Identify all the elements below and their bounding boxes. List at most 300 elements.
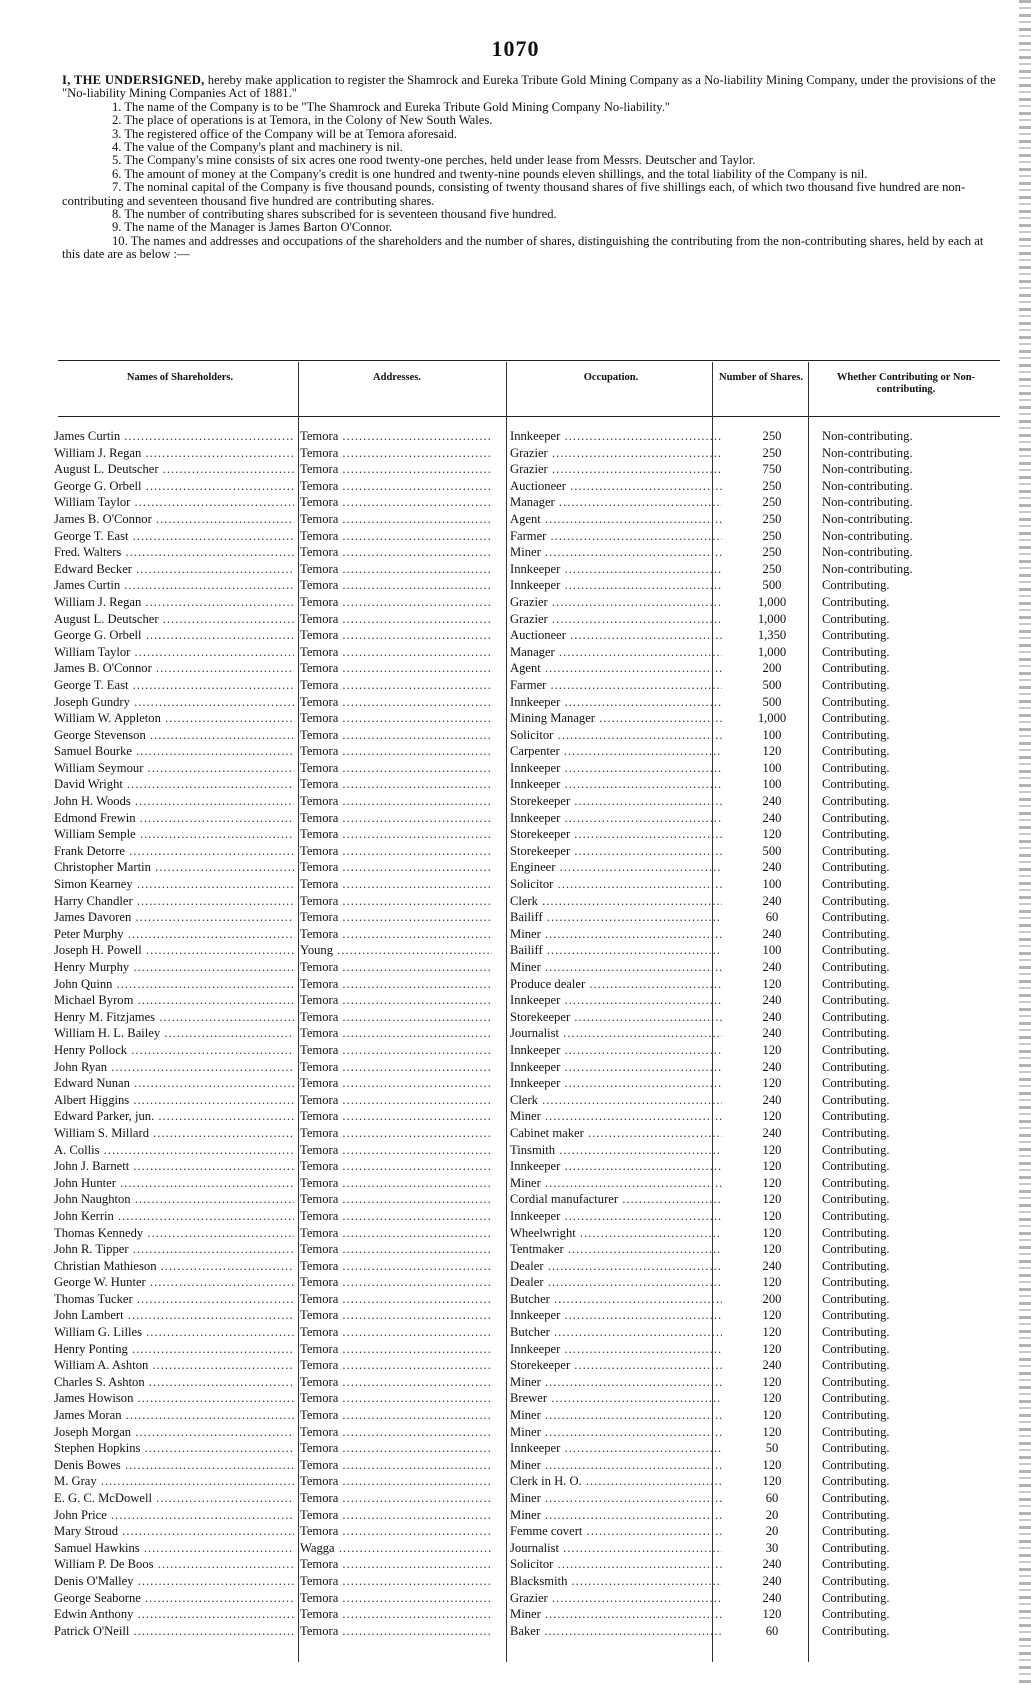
cell-name: William Semple ..... [54,826,294,843]
cell-address: Temora ..... [300,760,492,777]
cell-name: John Kerrin ..... [54,1208,294,1225]
cell-occupation: Innkeeper ..... [510,760,722,777]
cell-address: Temora ..... [300,1457,492,1474]
table-row [54,1490,1004,1507]
cell-address: Temora ..... [300,1606,492,1623]
cell-address: Temora ..... [300,1590,492,1607]
cell-name: Edwin Anthony ..... [54,1606,294,1623]
cell-address: Temora ..... [300,1009,492,1026]
cell-shares: 240 [762,1358,782,1373]
cell-name: Joseph H. Powell ..... [54,942,294,959]
table-row [54,561,1004,578]
cell-address: Temora ..... [300,1241,492,1258]
table-row [54,1424,1004,1441]
cell-contributing: Contributing. [822,960,890,974]
cell-address: Temora ..... [300,1556,492,1573]
cell-name: George G. Orbell ..... [54,478,294,495]
table-row [54,1009,1004,1026]
cell-occupation: Butcher ..... [510,1291,722,1308]
cell-name: William P. De Boos ..... [54,1556,294,1573]
cell-contributing: Contributing. [822,661,890,676]
cell-address: Temora ..... [300,677,492,694]
table-row [54,1341,1004,1358]
table-row [54,1590,1004,1607]
cell-shares: 240 [762,1590,782,1605]
header-shares: Number of Shares. [719,372,803,383]
intro-item: 1. The name of the Company is to be "The Shamrock and Eureka Tribute Gold Mining Company No-liability." [112,99,671,114]
table-row [54,1274,1004,1291]
cell-shares: 120 [762,1192,782,1207]
cell-name: William J. Regan ..... [54,445,294,462]
cell-contributing: Contributing. [822,877,890,892]
cell-address: Temora ..... [300,909,492,926]
cell-contributing: Contributing. [822,1059,890,1074]
table-row [54,826,1004,843]
cell-name: James Howison ..... [54,1390,294,1407]
cell-occupation: Dealer ..... [510,1258,722,1275]
cell-occupation: Butcher ..... [510,1324,722,1341]
cell-shares: 120 [762,1424,782,1439]
cell-address: Temora ..... [300,1374,492,1391]
intro-item: 4. The value of the Company's plant and machinery is nil. [112,140,403,155]
intro-lead [62,74,1002,101]
table-row [54,1092,1004,1109]
cell-contributing: Contributing. [822,1159,890,1174]
table-row [54,644,1004,661]
header-addresses: Addresses. [373,372,421,383]
cell-occupation: Brewer ..... [510,1390,722,1407]
cell-contributing: Contributing. [822,711,890,726]
cell-contributing: Contributing. [822,1524,890,1539]
cell-occupation: Miner ..... [510,926,722,943]
cell-address: Temora ..... [300,926,492,943]
cell-shares: 60 [765,910,779,925]
cell-shares: 60 [765,1491,779,1505]
cell-shares: 200 [762,661,782,676]
cell-contributing: Contributing. [822,860,890,875]
cell-occupation: Farmer ..... [510,677,722,694]
table-row [54,859,1004,876]
cell-shares: 120 [762,1408,782,1423]
cell-address: Temora ..... [300,1258,492,1275]
cell-shares: 1,000 [757,611,787,626]
cell-address: Temora ..... [300,1523,492,1540]
cell-shares: 240 [762,893,782,908]
cell-occupation: Clerk ..... [510,1092,722,1109]
cell-contributing: Non-contributing. [822,429,913,443]
cell-shares: 500 [762,677,782,692]
cell-name: William Taylor ..... [54,644,294,661]
cell-name: David Wright ..... [54,776,294,793]
cell-name: William Taylor ..... [54,494,294,511]
cell-name: George Seaborne ..... [54,1590,294,1607]
cell-address: Temora ..... [300,1025,492,1042]
cell-contributing: Contributing. [822,1557,890,1572]
cell-contributing: Contributing. [822,1291,890,1306]
cell-occupation: Miner ..... [510,1175,722,1192]
cell-address: Temora ..... [300,843,492,860]
cell-occupation: Innkeeper ..... [510,1042,722,1059]
cell-contributing: Contributing. [822,777,890,792]
cell-occupation: Grazier ..... [510,1590,722,1607]
table-row [54,810,1004,827]
cell-name: Christian Mathieson ..... [54,1258,294,1275]
cell-contributing: Contributing. [822,677,890,692]
cell-contributing: Contributing. [822,1341,890,1356]
table-row [54,1175,1004,1192]
cell-name: Samuel Bourke ..... [54,743,294,760]
cell-name: John R. Tipper ..... [54,1241,294,1258]
cell-address: Temora ..... [300,1623,492,1640]
cell-occupation: Carpenter ..... [510,743,722,760]
cell-shares: 240 [762,1009,782,1024]
table-row [54,710,1004,727]
cell-occupation: Produce dealer ..... [510,976,722,993]
cell-name: Frank Detorre ..... [54,843,294,860]
table-row [54,1407,1004,1424]
cell-name: James Moran ..... [54,1407,294,1424]
cell-name: George W. Hunter ..... [54,1274,294,1291]
cell-occupation: Innkeeper ..... [510,1208,722,1225]
table-row [54,1573,1004,1590]
cell-name: Thomas Tucker ..... [54,1291,294,1308]
cell-shares: 1,000 [757,594,787,609]
cell-occupation: Miner ..... [510,1606,722,1623]
table-row [54,1059,1004,1076]
cell-contributing: Contributing. [822,893,890,908]
cell-address: Young ..... [300,942,492,959]
table-row [54,428,1004,445]
cell-address: Temora ..... [300,644,492,661]
cell-shares: 250 [762,445,782,460]
cell-shares: 120 [762,1142,782,1157]
cell-occupation: Clerk ..... [510,893,722,910]
intro-item: 3. The registered office of the Company will be at Temora aforesaid. [112,126,457,141]
cell-contributing: Contributing. [822,1175,890,1190]
cell-name: Charles S. Ashton ..... [54,1374,294,1391]
cell-shares: 120 [762,827,782,842]
cell-contributing: Contributing. [822,694,890,709]
cell-occupation: Dealer ..... [510,1274,722,1291]
cell-name: Peter Murphy ..... [54,926,294,943]
cell-shares: 120 [762,1275,782,1290]
cell-occupation: Miner ..... [510,1407,722,1424]
cell-contributing: Contributing. [822,943,890,958]
cell-shares: 250 [762,528,782,543]
table-row [54,1108,1004,1125]
cell-shares: 120 [762,1175,782,1190]
cell-address: Temora ..... [300,1208,492,1225]
table-row [54,1191,1004,1208]
cell-contributing: Contributing. [822,810,890,825]
cell-address: Temora ..... [300,1108,492,1125]
cell-address: Temora ..... [300,1390,492,1407]
cell-shares: 50 [765,1441,779,1456]
cell-address: Temora ..... [300,660,492,677]
table-row [54,445,1004,462]
cell-address: Temora ..... [300,1092,492,1109]
cell-address: Temora ..... [300,1191,492,1208]
cell-name: August L. Deutscher ..... [54,461,294,478]
cell-shares: 100 [762,943,782,958]
cell-name: John Ryan ..... [54,1059,294,1076]
cell-contributing: Contributing. [822,1540,890,1555]
intro-item: 8. The number of contributing shares subscribed for is seventeen thousand five hundred. [112,207,557,222]
cell-name: John H. Woods ..... [54,793,294,810]
cell-shares: 120 [762,1308,782,1323]
cell-contributing: Non-contributing. [822,462,913,477]
cell-address: Temora ..... [300,826,492,843]
cell-contributing: Contributing. [822,1109,890,1124]
table-row [54,1142,1004,1159]
cell-contributing: Contributing. [822,993,890,1008]
table-row [54,1390,1004,1407]
cell-shares: 240 [762,926,782,941]
cell-address: Temora ..... [300,511,492,528]
cell-name: Edward Nunan ..... [54,1075,294,1092]
cell-contributing: Contributing. [822,1358,890,1373]
cell-occupation: Tentmaker ..... [510,1241,722,1258]
table-row [54,1357,1004,1374]
cell-address: Temora ..... [300,1324,492,1341]
intro-item: 9. The name of the Manager is James Barton O'Connor. [112,220,393,235]
cell-name: James Curtin ..... [54,577,294,594]
cell-shares: 100 [762,877,782,892]
cell-shares: 250 [762,561,782,576]
cell-shares: 500 [762,694,782,709]
cell-occupation: Femme covert ..... [510,1523,722,1540]
table-row [54,727,1004,744]
cell-address: Temora ..... [300,1158,492,1175]
cell-contributing: Contributing. [822,827,890,842]
cell-name: George T. East ..... [54,677,294,694]
table-row [54,1025,1004,1042]
cell-shares: 100 [762,727,782,742]
cell-occupation: Storekeeper ..... [510,826,722,843]
cell-occupation: Auctioneer ..... [510,478,722,495]
cell-contributing: Contributing. [822,1507,890,1522]
header-occupation: Occupation. [583,372,639,383]
cell-name: William A. Ashton ..... [54,1357,294,1374]
table-row [54,1523,1004,1540]
table-row [54,876,1004,893]
cell-occupation: Solicitor ..... [510,1556,722,1573]
cell-address: Temora ..... [300,561,492,578]
cell-address: Temora ..... [300,959,492,976]
cell-name: Denis O'Malley ..... [54,1573,294,1590]
cell-occupation: Innkeeper ..... [510,776,722,793]
cell-occupation: Miner ..... [510,959,722,976]
cell-address: Temora ..... [300,1490,492,1507]
cell-contributing: Contributing. [822,1457,890,1472]
table-row [54,893,1004,910]
cell-shares: 100 [762,760,782,775]
cell-address: Temora ..... [300,494,492,511]
intro-lead-text: hereby make application to register the Shamrock and Eureka Tribute Gold Mining Company as a No-liability Mining Company, under the provisions of the "No-liability Mining Companies Act of 1881." [62,73,996,101]
cell-name: Joseph Gundry ..... [54,694,294,711]
cell-contributing: Contributing. [822,1308,890,1323]
cell-address: Wagga ..... [300,1540,492,1557]
cell-name: Henry Ponting ..... [54,1341,294,1358]
cell-name: Denis Bowes ..... [54,1457,294,1474]
cell-name: Edmond Frewin ..... [54,810,294,827]
cell-occupation: Storekeeper ..... [510,843,722,860]
cell-name: James Davoren ..... [54,909,294,926]
table-row [54,494,1004,511]
cell-occupation: Bailiff ..... [510,942,722,959]
cell-name: Stephen Hopkins ..... [54,1440,294,1457]
cell-shares: 120 [762,976,782,991]
table-row [54,611,1004,628]
cell-shares: 250 [762,545,782,560]
cell-address: Temora ..... [300,727,492,744]
cell-occupation: Grazier ..... [510,445,722,462]
cell-contributing: Contributing. [822,1474,890,1489]
cell-contributing: Contributing. [822,1042,890,1057]
cell-contributing: Contributing. [822,1125,890,1140]
cell-shares: 60 [765,1623,779,1638]
cell-address: Temora ..... [300,1407,492,1424]
cell-occupation: Innkeeper ..... [510,1059,722,1076]
cell-address: Temora ..... [300,1175,492,1192]
table-row [54,1374,1004,1391]
cell-contributing: Contributing. [822,744,890,759]
table-row [54,1125,1004,1142]
cell-occupation: Wheelwright ..... [510,1225,722,1242]
cell-shares: 240 [762,860,782,875]
intro-item: 7. The nominal capital of the Company is five thousand pounds, consisting of twenty thousand shares of five shillings each, of which two thousand five hundred are non-contributing and seventeen thousand five hundred are contributing shares. [62,180,966,208]
cell-name: Joseph Morgan ..... [54,1424,294,1441]
header-names: Names of Shareholders. [126,372,234,383]
cell-contributing: Non-contributing. [822,561,913,576]
table-row [54,1307,1004,1324]
cell-occupation: Innkeeper ..... [510,561,722,578]
cell-address: Temora ..... [300,1473,492,1490]
cell-contributing: Contributing. [822,1573,890,1588]
cell-contributing: Contributing. [822,926,890,941]
table-row [54,843,1004,860]
table-row [54,1075,1004,1092]
cell-shares: 120 [762,1159,782,1174]
cell-occupation: Storekeeper ..... [510,1009,722,1026]
cell-name: James B. O'Connor ..... [54,660,294,677]
cell-address: Temora ..... [300,1225,492,1242]
cell-shares: 120 [762,1391,782,1406]
cell-name: Michael Byrom ..... [54,992,294,1009]
cell-name: Mary Stroud ..... [54,1523,294,1540]
cell-shares: 120 [762,1474,782,1489]
table-row [54,959,1004,976]
table-row [54,976,1004,993]
page-number: 1070 [491,36,540,61]
cell-occupation: Agent ..... [510,660,722,677]
cell-occupation: Innkeeper ..... [510,577,722,594]
cell-address: Temora ..... [300,611,492,628]
table-row [54,577,1004,594]
cell-address: Temora ..... [300,793,492,810]
table-row [54,544,1004,561]
cell-name: Simon Kearney ..... [54,876,294,893]
cell-contributing: Contributing. [822,1590,890,1605]
cell-name: John Hunter ..... [54,1175,294,1192]
cell-occupation: Solicitor ..... [510,876,722,893]
cell-name: James B. O'Connor ..... [54,511,294,528]
cell-occupation: Innkeeper ..... [510,1341,722,1358]
cell-name: Patrick O'Neill ..... [54,1623,294,1640]
cell-address: Temora ..... [300,1059,492,1076]
cell-contributing: Contributing. [822,794,890,809]
cell-shares: 120 [762,1325,782,1340]
cell-occupation: Innkeeper ..... [510,1307,722,1324]
cell-shares: 1,000 [757,711,787,726]
cell-address: Temora ..... [300,810,492,827]
cell-contributing: Non-contributing. [822,495,913,510]
cell-shares: 240 [762,1573,782,1588]
cell-contributing: Contributing. [822,628,890,643]
table-row [54,1225,1004,1242]
table-row [54,1291,1004,1308]
cell-contributing: Contributing. [822,1242,890,1257]
cell-name: William H. L. Bailey ..... [54,1025,294,1042]
cell-contributing: Contributing. [822,1142,890,1157]
cell-address: Temora ..... [300,445,492,462]
table-row [54,1623,1004,1640]
cell-occupation: Agent ..... [510,511,722,528]
cell-contributing: Contributing. [822,611,890,626]
cell-address: Temora ..... [300,859,492,876]
cell-shares: 240 [762,1125,782,1140]
table-row [54,461,1004,478]
intro-lead-bold: I, THE UNDERSIGNED, [62,73,205,87]
cell-shares: 200 [762,1291,782,1306]
cell-contributing: Contributing. [822,760,890,775]
cell-shares: 1,350 [757,628,787,643]
cell-address: Temora ..... [300,694,492,711]
cell-shares: 250 [762,478,782,493]
application-text [62,74,1002,262]
cell-name: George T. East ..... [54,528,294,545]
table-row [54,1540,1004,1557]
cell-occupation: Grazier ..... [510,594,722,611]
cell-address: Temora ..... [300,1507,492,1524]
cell-shares: 750 [762,462,782,477]
cell-name: Albert Higgins ..... [54,1092,294,1109]
cell-occupation: Innkeeper ..... [510,694,722,711]
cell-occupation: Baker ..... [510,1623,722,1640]
table-row [54,677,1004,694]
cell-address: Temora ..... [300,461,492,478]
cell-shares: 120 [762,1109,782,1124]
cell-name: William J. Regan ..... [54,594,294,611]
cell-address: Temora ..... [300,1307,492,1324]
cell-occupation: Bailiff ..... [510,909,722,926]
cell-address: Temora ..... [300,428,492,445]
cell-shares: 20 [765,1507,779,1522]
cell-address: Temora ..... [300,893,492,910]
cell-shares: 120 [762,1457,782,1472]
cell-shares: 120 [762,1042,782,1057]
table-row [54,942,1004,959]
cell-address: Temora ..... [300,627,492,644]
cell-contributing: Contributing. [822,1424,890,1439]
cell-occupation: Mining Manager ..... [510,710,722,727]
cell-occupation: Miner ..... [510,1490,722,1507]
cell-occupation: Cabinet maker ..... [510,1125,722,1142]
cell-shares: 250 [762,429,782,443]
cell-shares: 240 [762,993,782,1008]
cell-address: Temora ..... [300,776,492,793]
cell-contributing: Contributing. [822,1374,890,1389]
